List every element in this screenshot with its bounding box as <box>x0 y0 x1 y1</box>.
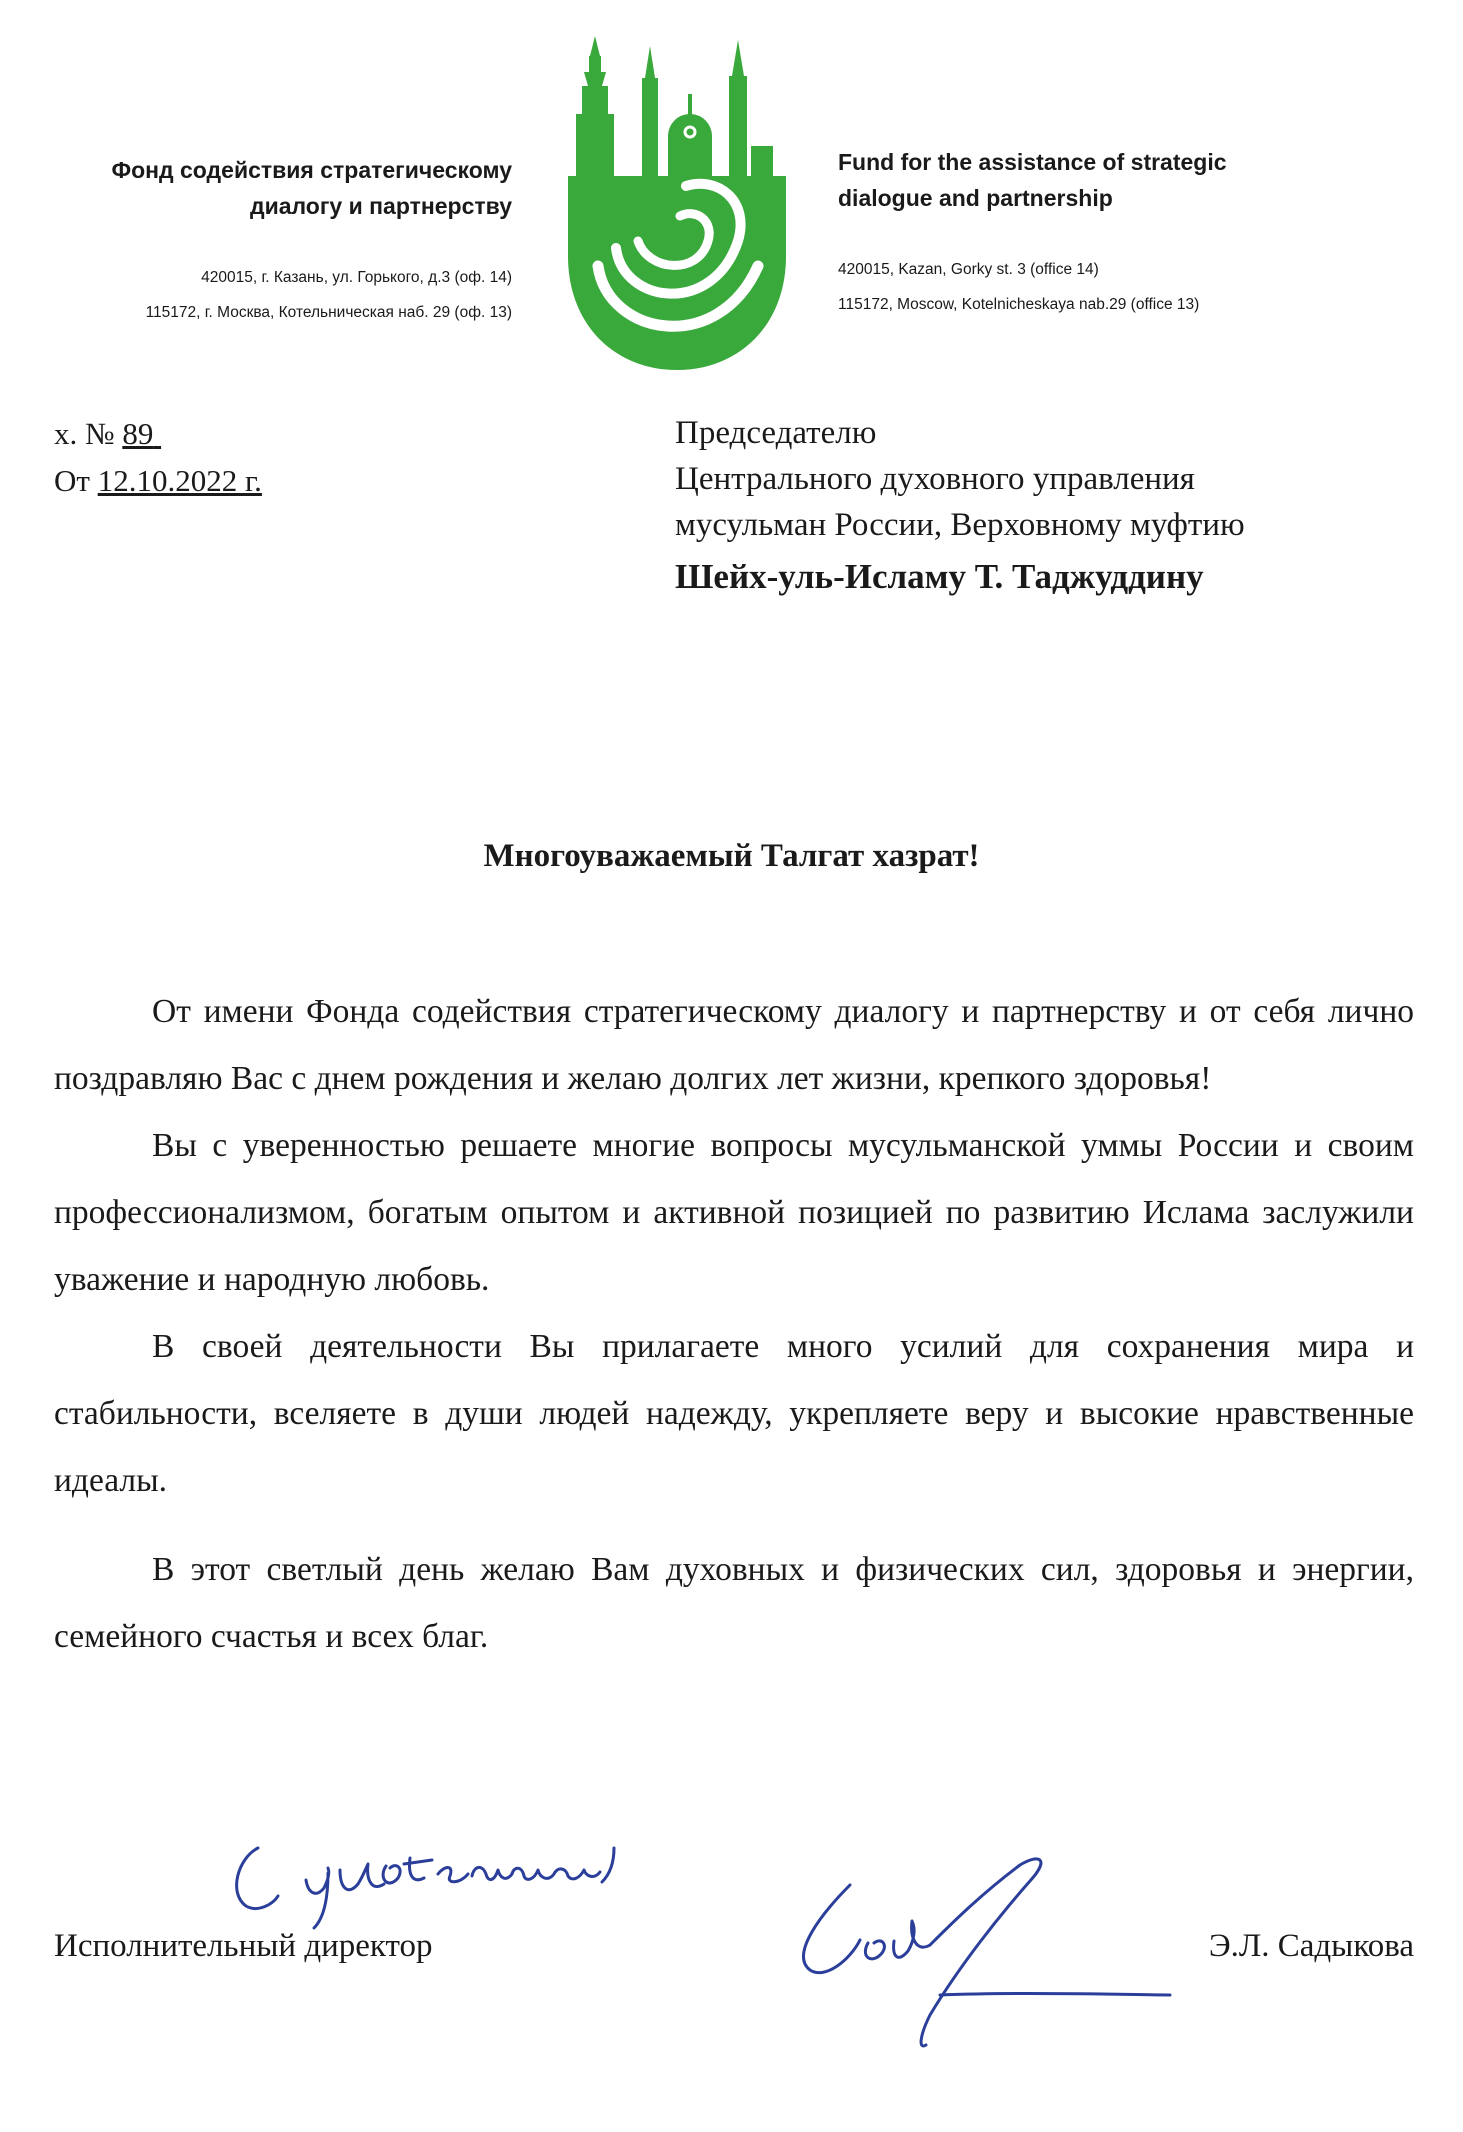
signatory-title: Исполнительный директор <box>54 1928 433 1964</box>
address-ru-moscow: 115172, г. Москва, Котельническая наб. 29 (оф. 13) <box>145 304 512 321</box>
salutation: Многоуважаемый Талгат хазрат! <box>483 838 980 874</box>
org-name-en-line2: dialogue and partnership <box>838 185 1113 211</box>
address-en-kazan: 420015, Kazan, Gorky st. 3 (office 14) <box>838 261 1099 278</box>
paragraph: В этот светлый день желаю Вам духовных и физических сил, здоровья и энергии, семейного счастья и всех благ. <box>54 1551 1414 1655</box>
reference-number-prefix: х. № <box>54 416 115 451</box>
header-left-russian <box>60 152 512 330</box>
addressee-line2: Центрального духовного управления <box>675 461 1195 497</box>
paragraph: В своей деятельности Вы прилагаете много усилий для сохранения мира и стабильности, вселяете в души людей надежду, укрепляете веру и высокие нравственные идеалы. <box>54 1328 1414 1499</box>
outgoing-reference <box>54 410 262 504</box>
reference-number-line <box>54 410 262 457</box>
addressee-line3: мусульман России, Верховному муфтию <box>675 507 1245 543</box>
letter-body <box>54 978 1414 1670</box>
reference-number: 89 <box>122 416 154 451</box>
paragraph: От имени Фонда содействия стратегическому диалогу и партнерству и от себя лично поздравляю Вас с днем рождения и желаю долгих лет жизни, крепкого здоровья! <box>54 993 1414 1097</box>
addressee-line1: Председателю <box>675 415 877 451</box>
paragraph: Вы с уверенностью решаете многие вопросы мусульманской уммы России и своим профессионализмом, богатым опытом и активной позицией по развитию Ислама заслужили уважение и народную любовь. <box>54 1127 1414 1298</box>
mosque-kremlin-crescent-logo-icon <box>568 36 786 370</box>
handwritten-closing <box>228 1818 768 1938</box>
header-right-english <box>838 144 1398 322</box>
address-en-moscow: 115172, Moscow, Kotelnicheskaya nab.29 (office 13) <box>838 296 1200 313</box>
reference-date: 12.10.2022 г. <box>97 463 262 498</box>
addressee-name: Шейх-уль-Исламу Т. Таджуддину <box>675 557 1204 596</box>
reference-date-prefix: От <box>54 463 90 498</box>
addressee-block <box>675 410 1395 600</box>
signature-icon <box>790 1845 1210 2065</box>
org-name-ru-line2: диалогу и партнерству <box>249 193 512 219</box>
org-name-en-line1: Fund for the assistance of strategic <box>838 149 1227 175</box>
org-name-ru-line1: Фонд содействия стратегическому <box>111 157 512 183</box>
address-ru-kazan: 420015, г. Казань, ул. Горького, д.3 (оф. 14) <box>201 269 512 286</box>
signatory-name: Э.Л. Садыкова <box>1208 1928 1414 1964</box>
reference-date-line <box>54 457 262 504</box>
